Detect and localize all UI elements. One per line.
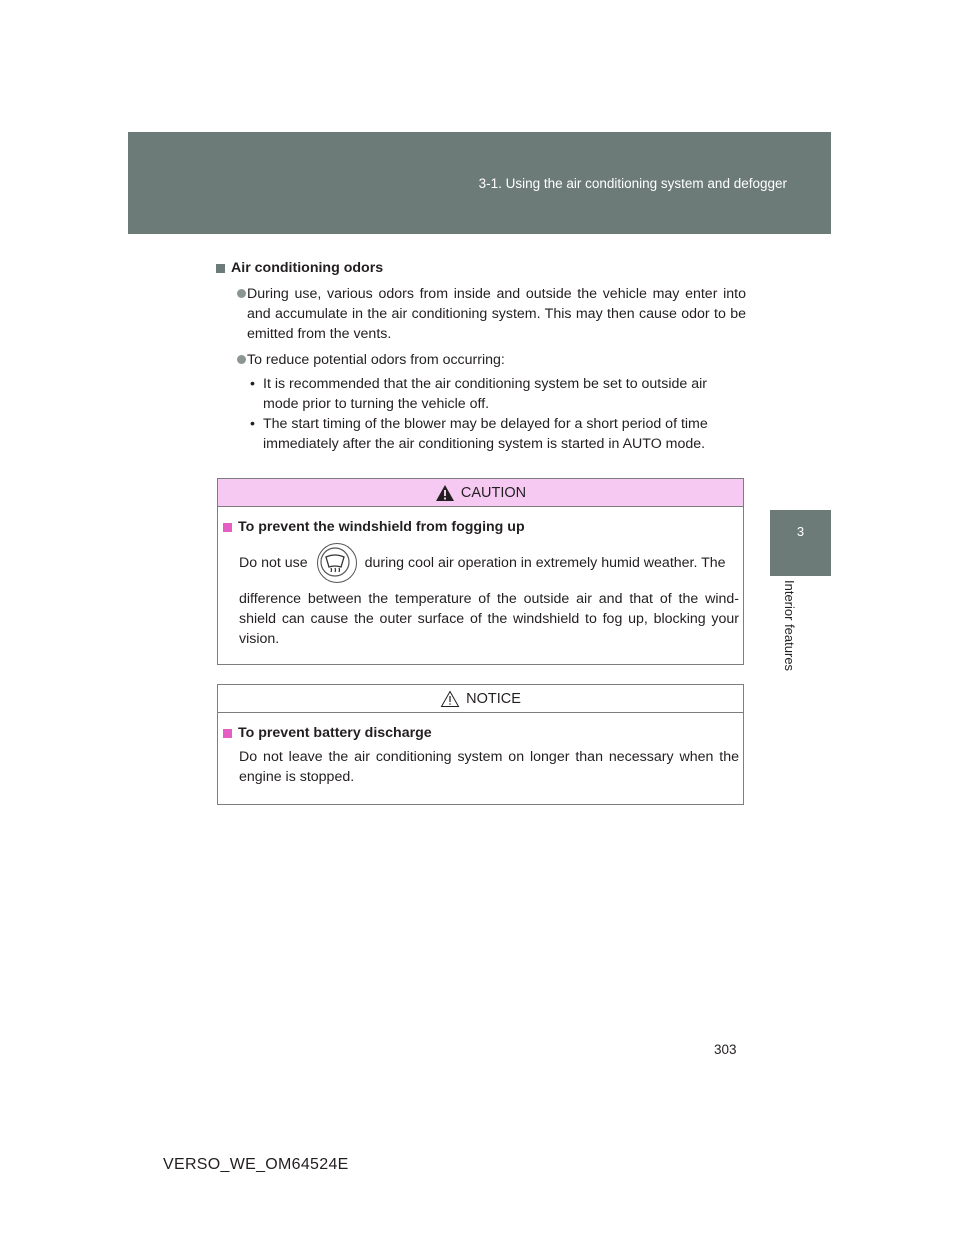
caution-header [218, 479, 743, 507]
notice-body [218, 713, 743, 787]
sub-list-item-text: The start timing of the blower may be delayed for a short period of time immediately after the air conditioning system is started in AUTO mode. [263, 416, 708, 452]
caution-body [218, 507, 743, 649]
windshield-defogger-icon [317, 543, 357, 583]
caution-title: CAUTION [460, 484, 527, 501]
sub-list-item [216, 414, 746, 454]
notice-header [218, 685, 743, 713]
chapter-label: Interior features [782, 580, 797, 672]
header-band [128, 132, 831, 234]
square-bullet-icon [223, 523, 232, 532]
main-content [216, 258, 746, 454]
list-item [216, 350, 746, 370]
sub-bullet-marker: • [250, 376, 255, 392]
caution-text-after-icon: during cool air operation in extremely humid weather. The [364, 555, 726, 571]
list-item-text: During use, various odors from inside and outside the vehicle may enter into and accumulate in the air conditioning system. This may then cause odor to be emitted from the vents. [247, 286, 746, 342]
list-item-text: To reduce potential odors from occurring: [247, 352, 505, 368]
caution-box [217, 478, 744, 665]
list-item [216, 284, 746, 344]
heading-text: Air conditioning odors [231, 260, 384, 276]
caution-text: difference between the temperature of the outside air and that of the wind-shield can cause the outer surface of the windshield to fog up, blocking your vision. [239, 591, 739, 647]
notice-heading-text: To prevent battery discharge [238, 725, 432, 741]
caution-line-with-icon [223, 543, 739, 583]
round-bullet-icon [237, 355, 246, 364]
chapter-number: 3 [796, 524, 805, 539]
sub-bullet-marker: • [250, 416, 255, 432]
sub-list-item [216, 374, 746, 414]
page-number: 303 [714, 1042, 737, 1057]
warning-outline-icon [440, 690, 460, 708]
caution-text-before-icon: Do not use [239, 555, 308, 571]
notice-title: NOTICE [466, 690, 521, 707]
square-bullet-icon [223, 729, 232, 738]
round-bullet-icon [237, 289, 246, 298]
caution-heading [223, 517, 739, 537]
warning-filled-icon [435, 484, 455, 502]
square-bullet-icon [216, 264, 225, 273]
section-title: 3-1. Using the air conditioning system and defogger [478, 176, 787, 191]
chapter-tab [770, 510, 831, 576]
notice-heading [223, 723, 739, 743]
sub-list-item-text: It is recommended that the air conditioning system be set to outside air mode prior to turning the vehicle off. [263, 376, 707, 412]
notice-text: Do not leave the air conditioning system on longer than necessary when the engine is stopped. [239, 749, 739, 785]
section-heading [216, 258, 746, 278]
caution-heading-text: To prevent the windshield from fogging up [238, 519, 525, 535]
document-code: VERSO_WE_OM64524E [163, 1156, 349, 1173]
notice-box [217, 684, 744, 805]
